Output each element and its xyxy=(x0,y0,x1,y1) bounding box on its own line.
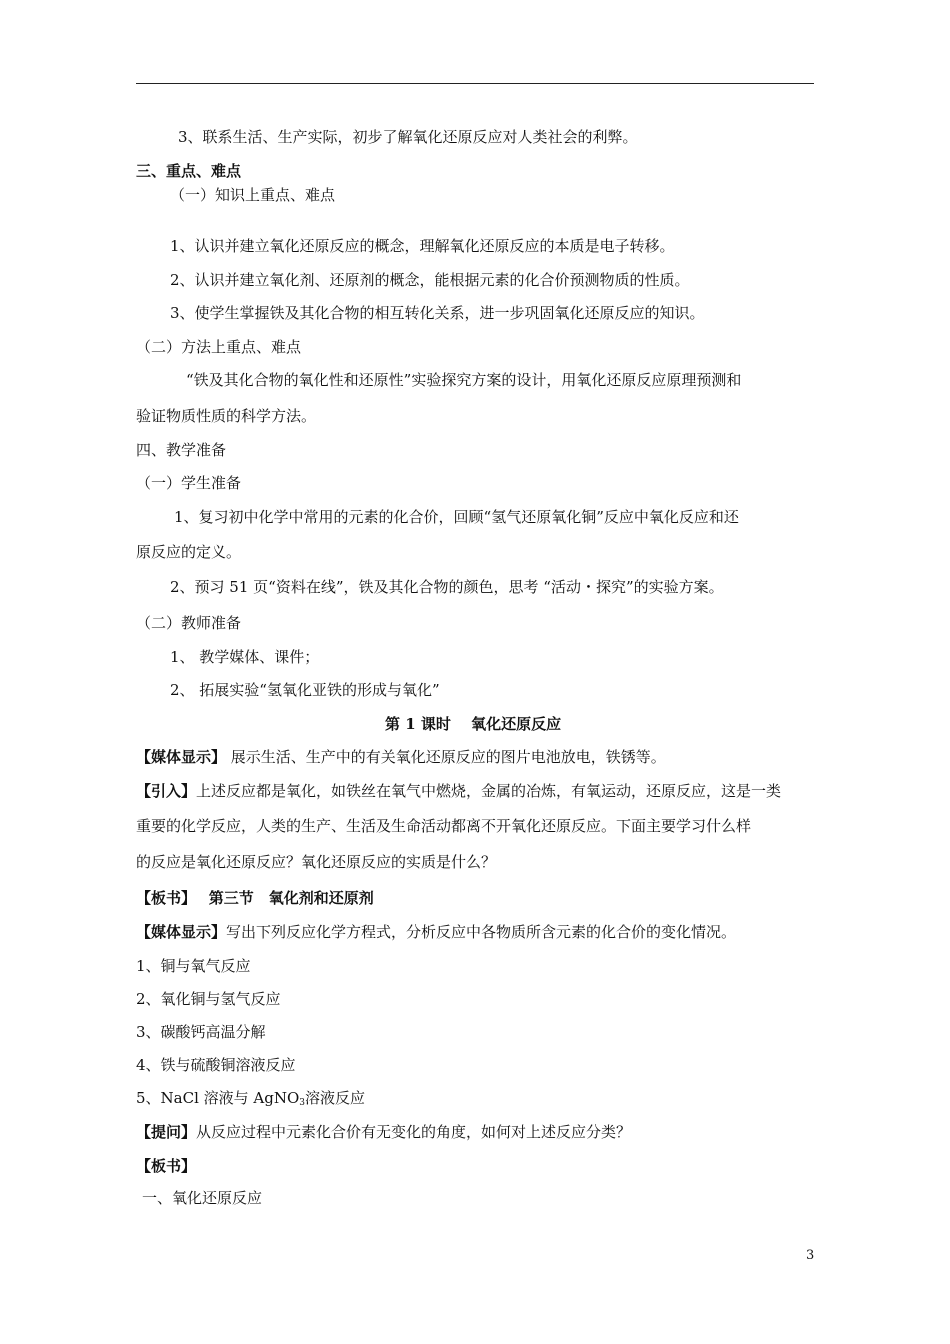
subheading-student: （一）学生准备 xyxy=(136,474,242,492)
student-prep-1b: 原反应的定义。 xyxy=(136,543,242,561)
board-line-1 xyxy=(136,888,374,908)
media-display-1 xyxy=(136,747,666,767)
board-line-2: 【板书】 xyxy=(136,1157,197,1175)
intro-label: 【引入】 xyxy=(136,782,197,800)
key-point-1: 1、认识并建立氧化还原反应的概念，理解氧化还原反应的本质是电子转移。 xyxy=(170,237,675,255)
media-display-label-2: 【媒体显示】 xyxy=(136,923,227,941)
subheading-method: （二）方法上重点、难点 xyxy=(136,338,302,356)
media-display-2 xyxy=(136,922,736,942)
method-text-2: 验证物质性质的科学方法。 xyxy=(136,407,317,425)
reaction-1: 1、铜与氧气反应 xyxy=(136,957,251,975)
board-label: 【板书】 xyxy=(136,889,189,907)
question-line xyxy=(136,1122,631,1142)
teacher-prep-2: 2、 拓展实验“氢氧化亚铁的形成与氧化” xyxy=(170,681,440,699)
method-text-1: “铁及其化合物的氧化性和还原性”实验探究方案的设计，用氧化还原反应原理预测和 xyxy=(186,371,742,389)
reaction-3: 3、碳酸钙高温分解 xyxy=(136,1023,266,1041)
page-number: 3 xyxy=(806,1248,815,1263)
student-prep-2: 2、预习 51 页“资料在线”，铁及其化合物的颜色，思考 “活动・探究”的实验方案。 xyxy=(170,578,724,596)
objective-3: 3、联系生活、生产实际，初步了解氧化还原反应对人类社会的利弊。 xyxy=(178,128,638,146)
subheading-knowledge: （一）知识上重点、难点 xyxy=(170,186,336,204)
section-heading-4: 四、教学准备 xyxy=(136,441,227,459)
reaction-2: 2、氧化铜与氢气反应 xyxy=(136,990,281,1008)
media-display-text-2: 写出下列反应化学方程式，分析反应中各物质所含元素的化合价的变化情况。 xyxy=(226,923,737,941)
reaction-4: 4、铁与硫酸铜溶液反应 xyxy=(136,1056,296,1074)
question-text: 从反应过程中元素化合价有无变化的角度，如何对上述反应分类？ xyxy=(196,1123,632,1141)
reaction-5-text-a: 5、NaCl 溶液与 AgNO xyxy=(136,1089,300,1107)
key-point-2: 2、认识并建立氧化剂、还原剂的概念，能根据元素的化合价预测物质的性质。 xyxy=(170,271,690,289)
intro-text: 上述反应都是氧化，如铁丝在氧气中燃烧，金属的冶炼，有氧运动，还原反应，这是一类 xyxy=(196,782,782,800)
reaction-5 xyxy=(136,1088,365,1113)
reaction-5-subscript: 3 xyxy=(299,1098,306,1108)
lesson-title: 第 1 课时 氧化还原反应 xyxy=(385,715,562,733)
teacher-prep-1: 1、 教学媒体、课件； xyxy=(170,648,320,666)
intro-line-3: 的反应是氧化还原反应？氧化还原反应的实质是什么？ xyxy=(136,853,497,871)
header-rule xyxy=(136,83,814,84)
media-display-text: 展示生活、生产中的有关氧化还原反应的图片电池放电，铁锈等。 xyxy=(226,748,666,766)
subsection-title: 一、氧化还原反应 xyxy=(142,1189,263,1207)
section-heading-3: 三、重点、难点 xyxy=(136,162,242,180)
subheading-teacher: （二）教师准备 xyxy=(136,614,242,632)
student-prep-1a: 1、复习初中化学中常用的元素的化合价，回顾“氢气还原氧化铜”反应中氧化反应和还 xyxy=(174,508,739,526)
board-text: 第三节 氧化剂和还原剂 xyxy=(188,889,374,907)
intro-line-2: 重要的化学反应，人类的生产、生活及生命活动都离不开氧化还原反应。下面主要学习什么样 xyxy=(136,817,752,835)
question-label: 【提问】 xyxy=(136,1123,197,1141)
key-point-3: 3、使学生掌握铁及其化合物的相互转化关系，进一步巩固氧化还原反应的知识。 xyxy=(170,304,705,322)
media-display-label: 【媒体显示】 xyxy=(136,748,227,766)
reaction-5-text-b: 溶液反应 xyxy=(305,1089,366,1107)
intro-line-1 xyxy=(136,781,781,801)
